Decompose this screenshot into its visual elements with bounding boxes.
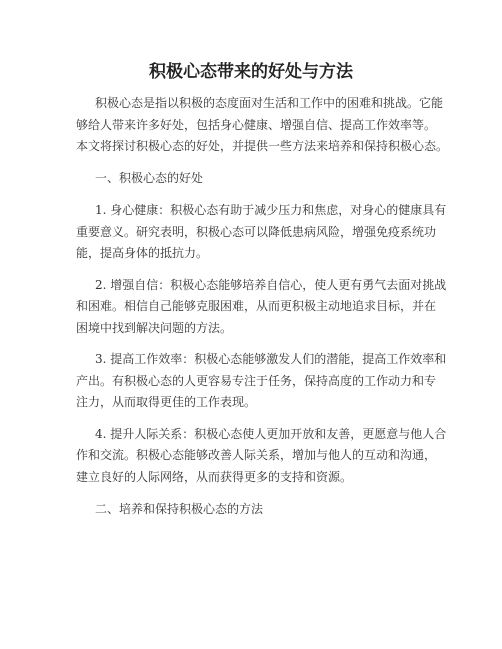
item-4-line-2: 作和交流。积极心态能够改善人际关系，增加与他人的互动和沟通， (76, 448, 437, 462)
intro-line-1: 积极心态是指以积极的态度面对生活和工作中的困难和挑战。它能 (95, 96, 444, 110)
item-3-line-1: 3. 提高工作效率：积极心态能够激发人们的潜能，提高工作效率和 (95, 352, 447, 366)
item-2-line-2: 和困难。相信自己能够克服困难，从而更积极主动地追求目标，并在 (76, 299, 437, 313)
item-1-line-1: 1. 身心健康：积极心态有助于减少压力和焦虑，对身心的健康具有 (95, 203, 447, 217)
item-4-line-1: 4. 提升人际关系：积极心态使人更加开放和友善，更愿意与他人合 (95, 427, 447, 441)
item-3-line-2: 产出。有积极心态的人更容易专注于任务，保持高度的工作动力和专 (76, 374, 437, 388)
document-title: 积极心态带来的好处与方法 (149, 62, 353, 82)
item-2-line-3: 困境中找到解决问题的方法。 (76, 321, 233, 335)
intro-line-3: 本文将探讨积极心态的好处，并提供一些方法来培养和保持积极心态。 (76, 139, 449, 153)
item-1-line-3: 能，提高身体的抵抗力。 (76, 246, 209, 260)
intro-line-2: 够给人带来许多好处，包括身心健康、增强自信、提高工作效率等。 (76, 118, 437, 132)
item-2-line-1: 2. 增强自信：积极心态能够培养自信心，使人更有勇气去面对挑战 (95, 278, 447, 292)
item-3-line-3: 注力，从而取得更佳的工作表现。 (76, 395, 257, 409)
section-heading-benefits: 一、积极心态的好处 (95, 171, 204, 185)
section-heading-methods: 二、培养和保持积极心态的方法 (95, 502, 264, 516)
item-1-line-2: 重要意义。研究表明，积极心态可以降低患病风险，增强免疫系统功 (76, 225, 437, 239)
item-4-line-3: 建立良好的人际网络，从而获得更多的支持和资源。 (76, 470, 353, 484)
